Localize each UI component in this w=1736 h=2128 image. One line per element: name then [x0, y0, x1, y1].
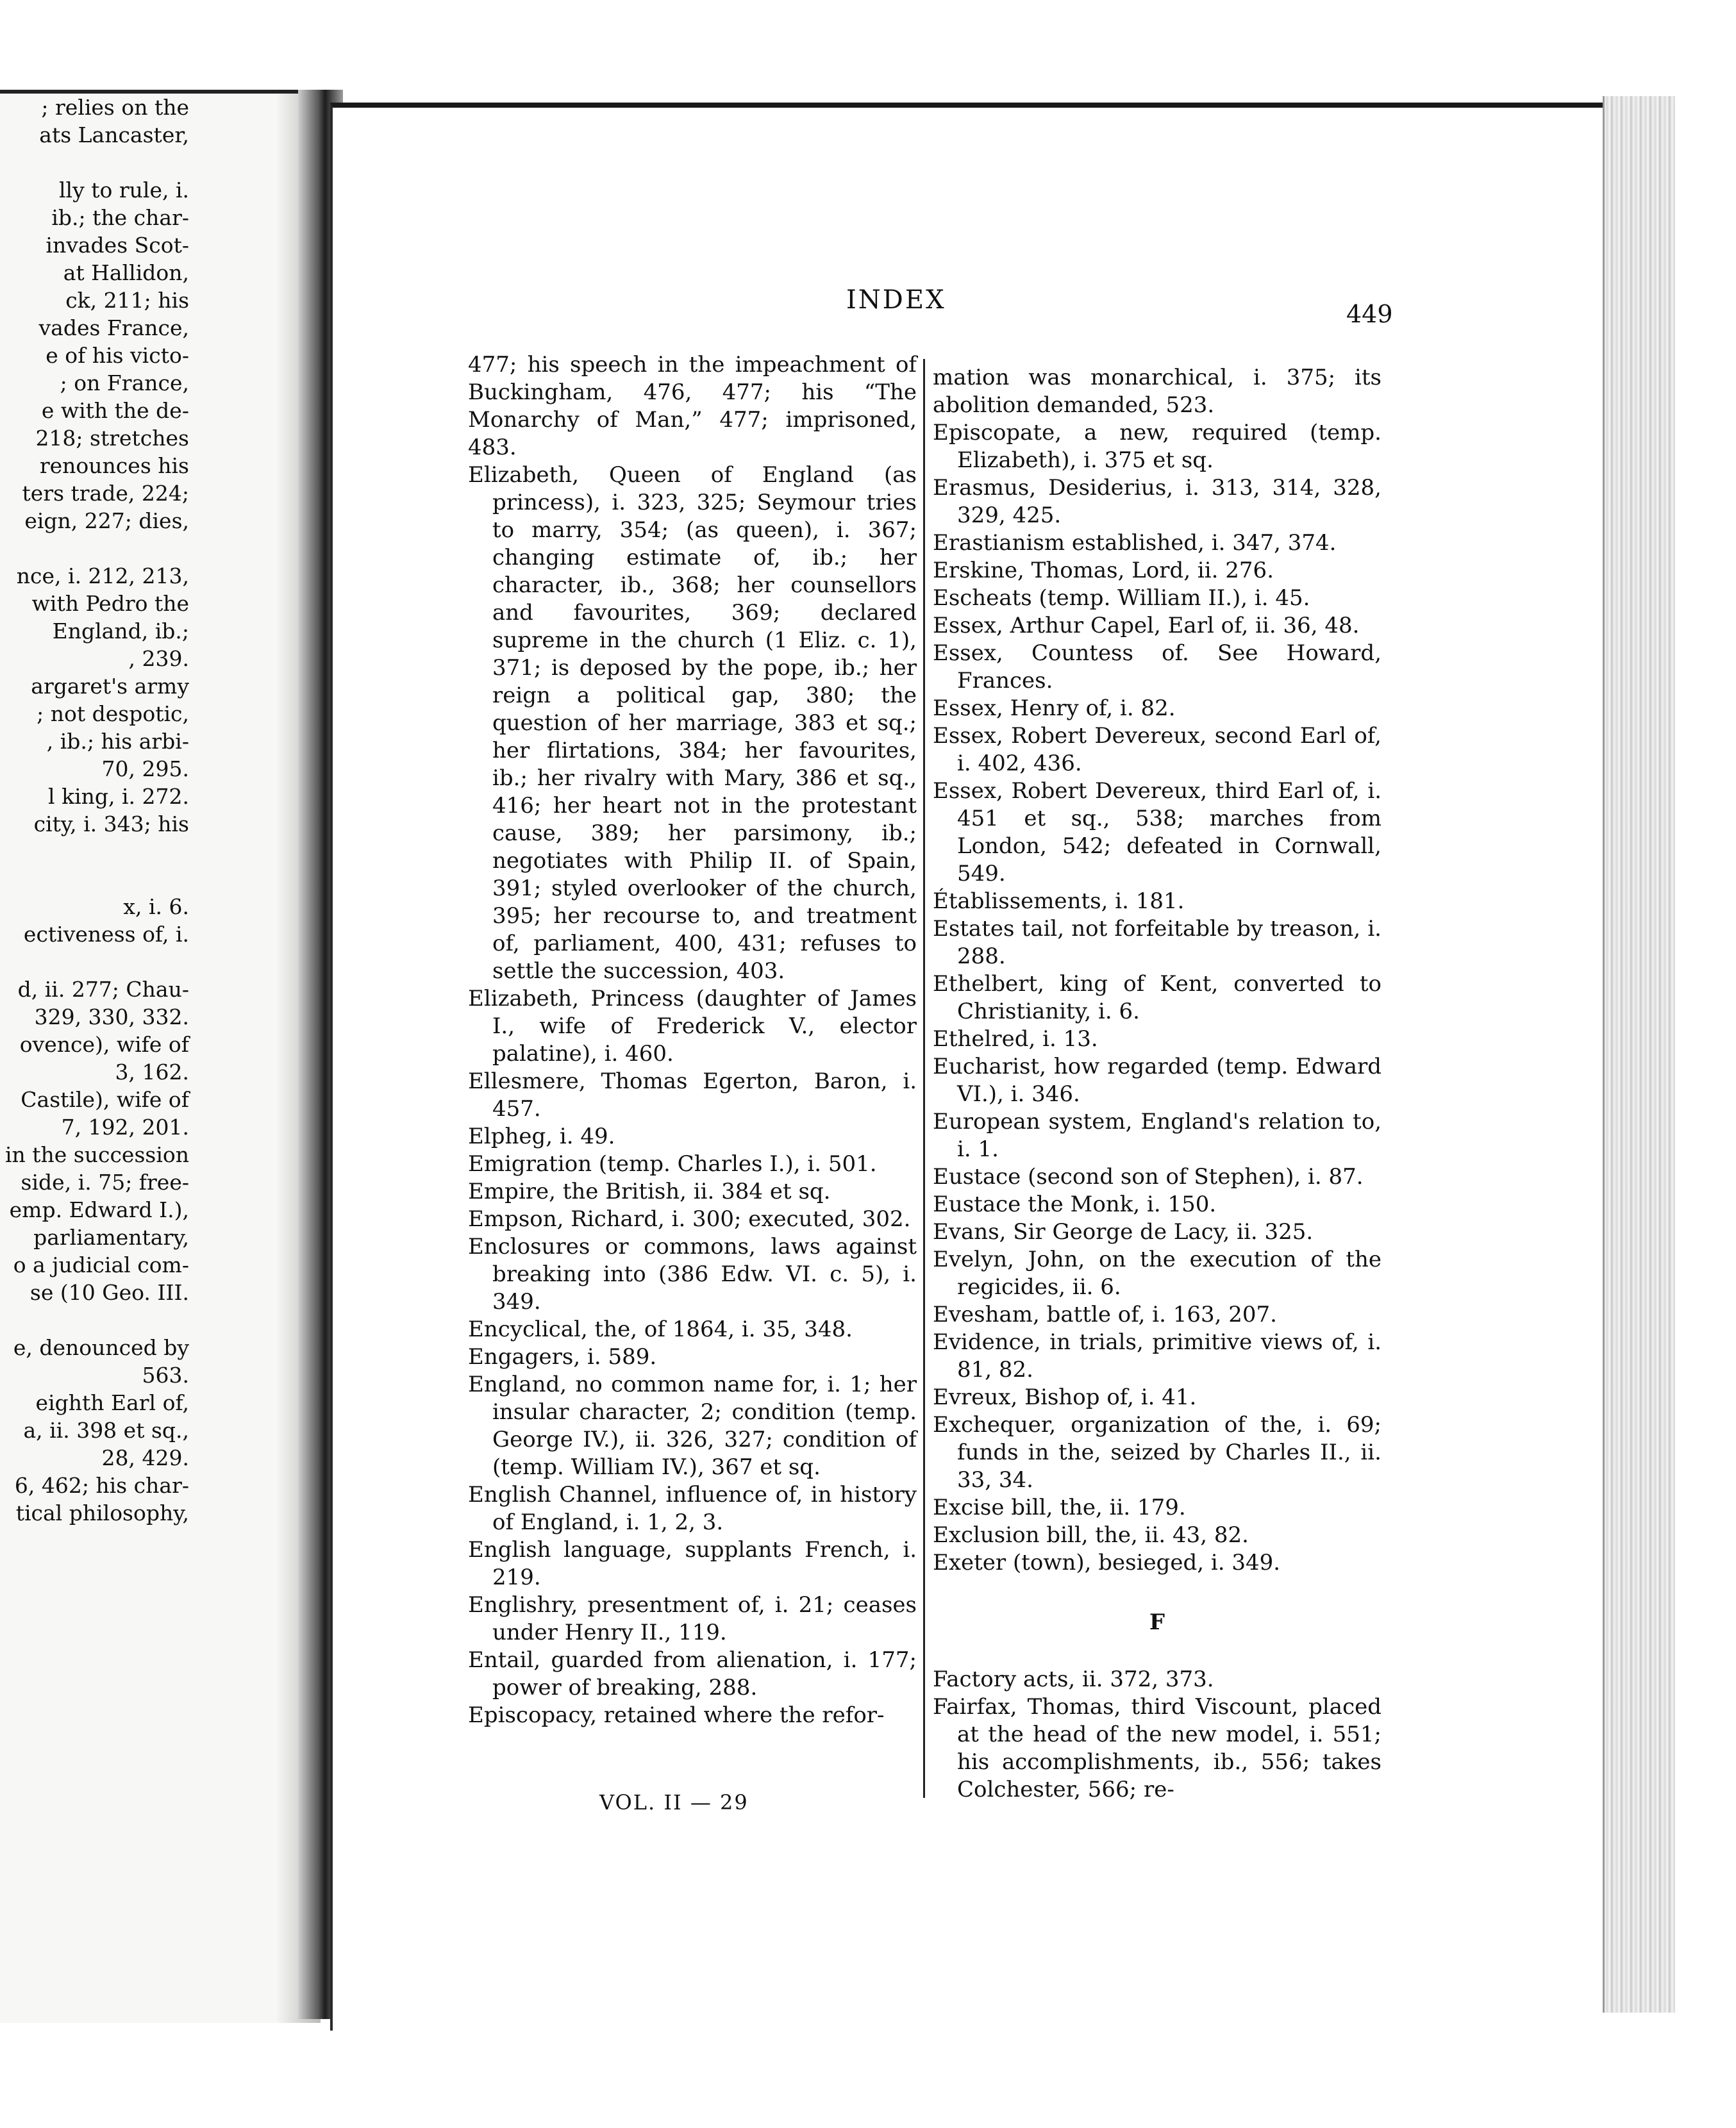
facing-page-line: invades Scot- — [46, 233, 189, 258]
facing-page-line: 218; stretches — [35, 426, 189, 451]
index-entry: Empire, the British, ii. 384 et sq. — [468, 1179, 831, 1204]
index-entry: Fairfax, Thomas, third Viscount, placed at the head of the new model, i. 551; his accomplishments, ib., 556; takes Colchester, 566; re- — [933, 1694, 1381, 1802]
facing-page — [0, 90, 321, 2023]
index-entry: Essex, Henry of, i. 82. — [933, 695, 1176, 721]
facing-page-line: a, ii. 398 et sq., — [23, 1418, 189, 1443]
section-letter: F — [1149, 1609, 1165, 1635]
index-entry-continuation: mation was monarchical, i. 375; its abolition demanded, 523. — [933, 365, 1381, 418]
facing-page-line: ; relies on the — [41, 95, 189, 120]
facing-page-line: emp. Edward I.), — [9, 1197, 189, 1222]
index-entry: England, no common name for, i. 1; her insular character, 2; condition (temp. George IV.), ii. 326, 327; condition of (temp. William IV.), 367 et sq. — [468, 1372, 917, 1480]
page-edges — [1603, 96, 1675, 2013]
facing-page-line: 329, 330, 332. — [34, 1004, 189, 1029]
index-entry: Evidence, in trials, primitive views of, i. 81, 82. — [933, 1329, 1381, 1383]
index-entry: Entail, guarded from alienation, i. 177; power of breaking, 288. — [468, 1647, 917, 1700]
index-entry: Elpheg, i. 49. — [468, 1124, 615, 1149]
facing-page-line: e of his victo- — [46, 343, 189, 368]
index-entry: Ellesmere, Thomas Egerton, Baron, i. 457. — [468, 1068, 917, 1122]
index-entry: Engagers, i. 589. — [468, 1344, 657, 1370]
index-entry: Elizabeth, Queen of England (as princess), i. 323, 325; Seymour tries to marry, 354; (as queen), i. 367; changing estimate of, ib.; her character, ib., 368; her counsellors and favourites, 369; declared supreme in the church (1 Eliz. c. 1), 371; is deposed by the pope, ib.; her reign a political gap, 380; the question of her marriage, 383 et sq.; her flirtations, 384; her favourites, ib.; her rivalry with Mary, 386 et sq., 416; her heart not in the protestant cause, 389; her parsimony, ib.; negotiates with Philip II. of Spain, 391; styled overlooker of the church, 395; her recourse to, and treatment of, parliament, 400, 431; refuses to settle the succession, 403. — [468, 462, 917, 984]
index-entry: Établissements, i. 181. — [933, 888, 1185, 914]
facing-page-line: argaret's army — [31, 674, 189, 699]
facing-page-line: 3, 162. — [115, 1060, 189, 1085]
facing-page-line: England, ib.; — [52, 619, 189, 644]
facing-page-line: ovence), wife of — [19, 1032, 189, 1057]
facing-page-line: , ib.; his arbi- — [46, 729, 189, 754]
index-entry: Englishry, presentment of, i. 21; ceases under Henry II., 119. — [468, 1592, 917, 1645]
index-entry: English language, supplants French, i. 219. — [468, 1537, 917, 1590]
facing-page-line: eighth Earl of, — [35, 1390, 189, 1415]
index-entry: Enclosures or commons, laws against breaking into (386 Edw. VI. c. 5), i. 349. — [468, 1234, 917, 1315]
facing-page-line: renounces his — [39, 453, 189, 478]
index-entry: Evesham, battle of, i. 163, 207. — [933, 1302, 1277, 1327]
index-entry: Episcopate, a new, required (temp. Elizabeth), i. 375 et sq. — [933, 420, 1381, 473]
facing-page-line: x, i. 6. — [123, 894, 189, 919]
index-entry: Eustace the Monk, i. 150. — [933, 1192, 1217, 1217]
index-entry: Eustace (second son of Stephen), i. 87. — [933, 1164, 1364, 1190]
page-number: 449 — [1346, 300, 1393, 328]
facing-page-line: in the succession — [4, 1142, 189, 1167]
facing-page-line: e with the de- — [41, 398, 189, 423]
index-entry: Essex, Countess of. See Howard, Frances. — [933, 640, 1381, 694]
facing-page-line: at Hallidon, — [63, 260, 189, 285]
facing-page-line: vades France, — [38, 315, 189, 340]
signature-footer: VOL. II — 29 — [599, 1790, 749, 1815]
index-entry: Erasmus, Desiderius, i. 313, 314, 328, 329, 425. — [933, 475, 1381, 528]
index-entry: Essex, Robert Devereux, second Earl of, i. 402, 436. — [933, 723, 1381, 776]
running-header: INDEX — [846, 285, 946, 315]
index-entry: Excise bill, the, ii. 179. — [933, 1495, 1186, 1520]
index-entry: Essex, Robert Devereux, third Earl of, i. 451 et sq., 538; marches from London, 542; defeated in Cornwall, 549. — [933, 778, 1381, 886]
index-entry: Erskine, Thomas, Lord, ii. 276. — [933, 558, 1274, 583]
facing-page-line: eign, 227; dies, — [24, 508, 189, 533]
facing-page-line: ats Lancaster, — [39, 122, 189, 147]
facing-page-line: 28, 429. — [101, 1445, 189, 1470]
index-entry: Ethelred, i. 13. — [933, 1026, 1098, 1052]
index-column-right — [933, 364, 1381, 1804]
facing-page-line: city, i. 343; his — [33, 811, 189, 836]
facing-page-line: d, ii. 277; Chau- — [17, 977, 189, 1002]
facing-page-line: se (10 Geo. III. — [29, 1280, 189, 1305]
facing-page-line: with Pedro the — [31, 591, 189, 616]
facing-page-line: 563. — [142, 1363, 189, 1388]
facing-page-line: 6, 462; his char- — [14, 1473, 189, 1498]
index-entry: Escheats (temp. William II.), i. 45. — [933, 585, 1310, 611]
index-entry: Evelyn, John, on the execution of the regicides, ii. 6. — [933, 1247, 1381, 1300]
index-entry: English Channel, influence of, in history of England, i. 1, 2, 3. — [468, 1482, 917, 1535]
facing-page-line: tical philosophy, — [15, 1500, 189, 1525]
facing-page-line: 70, 295. — [101, 756, 189, 781]
index-entry: Encyclical, the, of 1864, i. 35, 348. — [468, 1317, 853, 1342]
facing-page-line — [0, 865, 189, 893]
index-entry: Essex, Arthur Capel, Earl of, ii. 36, 48. — [933, 613, 1360, 638]
index-entry: Evans, Sir George de Lacy, ii. 325. — [933, 1219, 1314, 1245]
facing-page-line: ; on France, — [60, 370, 189, 395]
index-entry: European system, England's relation to, i. 1. — [933, 1109, 1381, 1162]
index-entry: Empson, Richard, i. 300; executed, 302. — [468, 1206, 911, 1232]
column-divider — [923, 359, 925, 1798]
index-entry: Elizabeth, Princess (daughter of James I., wife of Frederick V., elector palatine), i. 460. — [468, 986, 917, 1067]
facing-page-line: 7, 192, 201. — [61, 1115, 189, 1140]
facing-page-line — [0, 149, 189, 176]
facing-page-line: e, denounced by — [13, 1335, 189, 1360]
facing-page-line: ; not despotic, — [37, 701, 189, 726]
facing-page-line — [0, 948, 189, 976]
index-entry: Exclusion bill, the, ii. 43, 82. — [933, 1522, 1249, 1548]
facing-page-line: side, i. 75; free- — [21, 1170, 189, 1195]
facing-page-line: ck, 211; his — [65, 288, 189, 313]
facing-page-line — [0, 1306, 189, 1334]
facing-page-text — [0, 94, 189, 1527]
facing-page-line: o a judicial com- — [13, 1252, 189, 1277]
index-entry: Episcopacy, retained where the refor- — [468, 1702, 885, 1728]
facing-page-line: , 239. — [128, 646, 189, 671]
facing-page-line: l king, i. 272. — [48, 784, 189, 809]
facing-page-line: nce, i. 212, 213, — [16, 563, 189, 588]
index-entry: Factory acts, ii. 372, 373. — [933, 1667, 1214, 1692]
index-entry-continuation: 477; his speech in the impeachment of Buckingham, 476, 477; his “The Monarchy of Man,” 477; imprisoned, 483. — [468, 352, 917, 460]
index-entry: Evreux, Bishop of, i. 41. — [933, 1384, 1197, 1410]
index-entry: Exchequer, organization of the, i. 69; funds in the, seized by Charles II., ii. 33, 34. — [933, 1412, 1381, 1493]
facing-page-line: parliamentary, — [33, 1225, 189, 1250]
facing-page-line — [0, 535, 189, 562]
facing-page-line: Castile), wife of — [21, 1087, 189, 1112]
index-entry: Estates tail, not forfeitable by treason, i. 288. — [933, 916, 1381, 969]
facing-page-line: lly to rule, i. — [59, 178, 189, 203]
index-entry: Eucharist, how regarded (temp. Edward VI.), i. 346. — [933, 1054, 1381, 1107]
index-entry: Ethelbert, king of Kent, converted to Christianity, i. 6. — [933, 971, 1381, 1024]
facing-page-line — [0, 838, 189, 865]
index-entry: Erastianism established, i. 347, 374. — [933, 530, 1337, 556]
index-entry: Exeter (town), besieged, i. 349. — [933, 1550, 1281, 1575]
index-column-left — [468, 351, 917, 1729]
facing-page-line: ib.; the char- — [51, 205, 189, 230]
index-entry: Emigration (temp. Charles I.), i. 501. — [468, 1151, 877, 1177]
facing-page-line: ters trade, 224; — [22, 481, 189, 506]
facing-page-line: ectiveness of, i. — [23, 922, 189, 947]
